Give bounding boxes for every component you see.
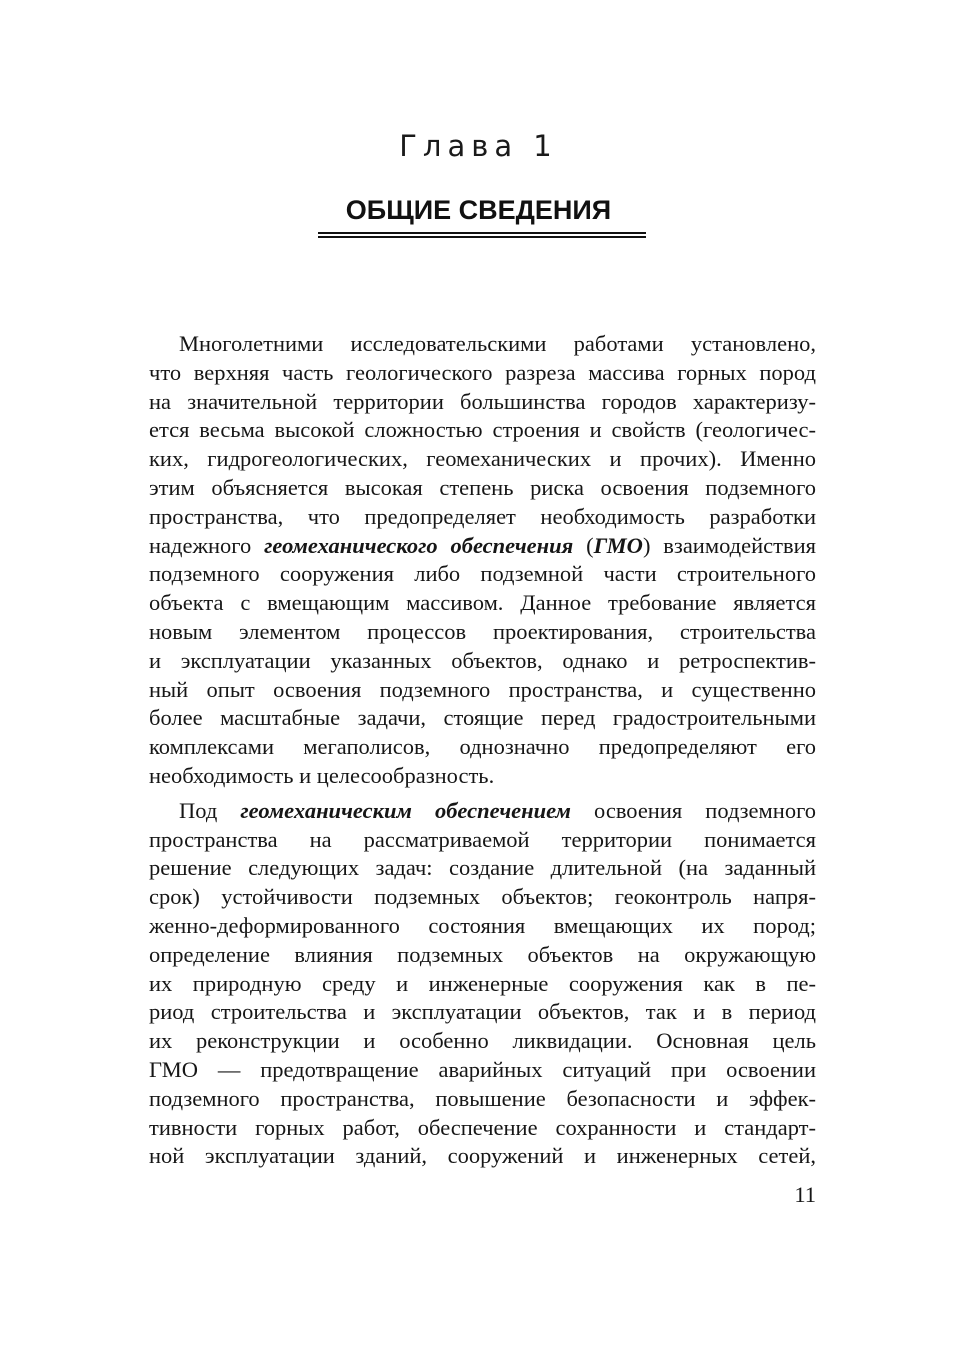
text-line: их реконструкции и особенно ликвидации. Основная цель	[149, 1028, 816, 1054]
text-line: комплексами мегаполисов, однозначно предопределяют его	[149, 734, 816, 760]
text-line: риод строительства и эксплуатации объектов, так и в период	[149, 999, 816, 1025]
emphasized-term: геомеханического обеспечения	[264, 532, 574, 558]
text-line: тивности горных работ, обеспечение сохранности и стандарт-	[149, 1114, 816, 1140]
text-line: ной эксплуатации зданий, сооружений и инженерных сетей,	[149, 1143, 816, 1169]
text-line: необходимость и целесообразность.	[149, 762, 495, 788]
emphasized-abbreviation: ГМО	[593, 532, 643, 558]
emphasized-term: геомеханическим обеспечением	[240, 797, 571, 823]
text-line: Многолетними исследовательскими работами установлено,	[179, 331, 816, 356]
chapter-label: Глава 1	[399, 129, 558, 163]
text-line: определение влияния подземных объектов на окружающую	[149, 941, 816, 967]
text-line: и эксплуатации указанных объектов, однако и ретроспектив-	[149, 647, 816, 673]
text-line: подземного пространства, повышение безопасности и эффек-	[149, 1085, 816, 1111]
text-line: надежного геомеханического обеспечения (ГМО) взаимодействия	[149, 532, 816, 558]
title-double-rule	[318, 232, 646, 238]
chapter-title: ОБЩИЕ СВЕДЕНИЯ	[345, 195, 612, 225]
text-line: более масштабные задачи, стоящие перед градостроительными	[149, 705, 816, 731]
body-text	[149, 330, 816, 1171]
text-line: ный опыт освоения подземного пространства, и существенно	[149, 676, 816, 702]
text-line: объекта с вмещающим массивом. Данное требование является	[149, 590, 816, 616]
text-line: Под геомеханическим обеспечением освоения подземного	[179, 797, 816, 823]
text-line: что верхняя часть геологического разреза массива горных пород	[149, 359, 816, 385]
text-line: этим объясняется высокая степень риска освоения подземного	[149, 474, 816, 500]
text-line: ГМО — предотвращение аварийных ситуаций при освоении	[149, 1056, 816, 1082]
page-number: 11	[794, 1182, 816, 1207]
text-line: ется весьма высокой сложностью строения и свойств (геологичес-	[149, 417, 816, 443]
text-line: подземного сооружения либо подземной части строительного	[149, 561, 816, 587]
text-line: на значительной территории большинства городов характеризу-	[149, 388, 816, 414]
text-line: их природную среду и инженерные сооружения как в пе-	[149, 970, 816, 996]
text-line: срок) устойчивости подземных объектов; геоконтроль напря-	[149, 884, 816, 910]
text-line: женно-деформированного состояния вмещающих их пород;	[149, 912, 816, 938]
text-line: решение следующих задач: создание длительной (на заданный	[149, 855, 816, 881]
text-line: пространства, что предопределяет необходимость разработки	[149, 503, 816, 529]
text-line: новым элементом процессов проектирования, строительства	[149, 618, 816, 644]
text-line: ких, гидрогеологических, геомеханических и прочих). Именно	[149, 446, 816, 472]
text-line: пространства на рассматриваемой территории понимается	[149, 826, 816, 852]
